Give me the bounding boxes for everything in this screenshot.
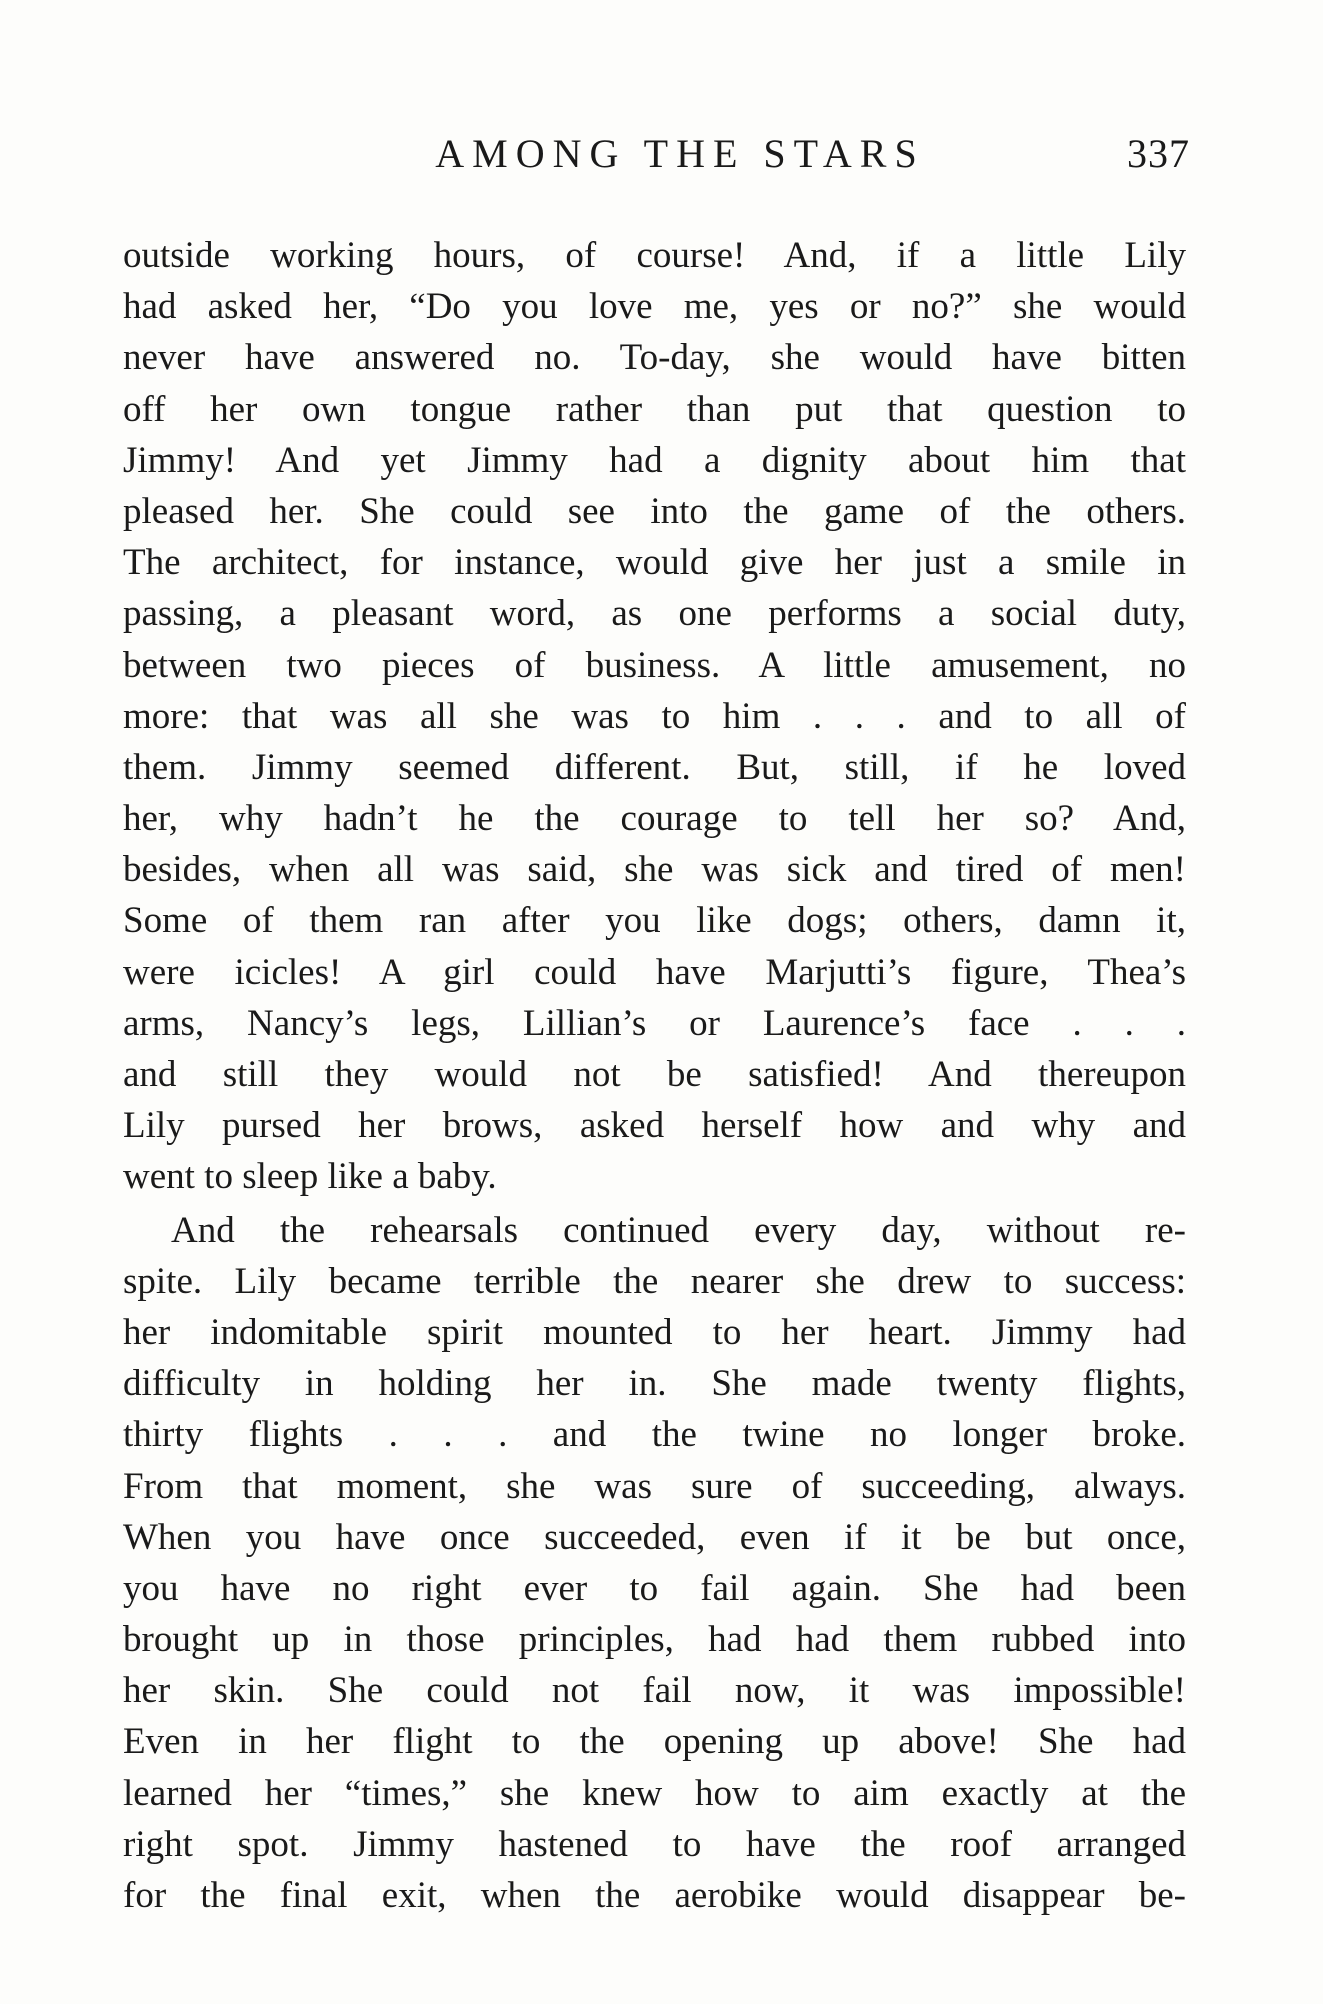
text-line: you have no right ever to fail again. She had been <box>123 1567 1186 1609</box>
text-line: her, why hadn’t he the courage to tell her so? And, <box>123 798 1186 840</box>
text-line: Lily pursed her brows, asked herself how and why and <box>123 1105 1186 1147</box>
text-line: her indomitable spirit mounted to her heart. Jimmy had <box>123 1311 1186 1353</box>
text-line: were icicles! A girl could have Marjutti’s figure, Thea’s <box>123 951 1186 993</box>
text-line: right spot. Jimmy hastened to have the roof arranged <box>123 1823 1186 1865</box>
text-line: for the final exit, when the aerobike would disappear be- <box>123 1875 1186 1916</box>
page-header <box>130 130 1190 190</box>
text-line: went to sleep like a baby. <box>123 1156 497 1198</box>
text-line: pleased her. She could see into the game of the others. <box>123 490 1186 532</box>
text-line: brought up in those principles, had had them rubbed into <box>123 1619 1186 1661</box>
text-line: passing, a pleasant word, as one performs a social duty, <box>123 593 1186 635</box>
text-line: And the rehearsals continued every day, without re- <box>171 1209 1186 1251</box>
text-line: besides, when all was said, she was sick and tired of men! <box>123 849 1186 891</box>
text-line: spite. Lily became terrible the nearer she drew to success: <box>123 1260 1186 1302</box>
text-line: From that moment, she was sure of succeeding, always. <box>123 1465 1186 1507</box>
text-line: learned her “times,” she knew how to aim exactly at the <box>123 1772 1186 1814</box>
text-line: difficulty in holding her in. She made twenty flights, <box>123 1363 1186 1405</box>
text-line: never have answered no. To-day, she would have bitten <box>123 337 1186 379</box>
text-line: When you have once succeeded, even if it be but once, <box>123 1516 1186 1558</box>
text-line: had asked her, “Do you love me, yes or no?” she would <box>123 286 1186 328</box>
text-line: more: that was all she was to him . . . and to all of <box>123 695 1186 737</box>
text-line: between two pieces of business. A little amusement, no <box>123 644 1186 686</box>
running-title: AMONG THE STARS <box>435 131 925 176</box>
text-line: arms, Nancy’s legs, Lillian’s or Laurence’s face . . . <box>123 1002 1186 1044</box>
text-line: Even in her flight to the opening up above! She had <box>123 1721 1186 1763</box>
text-line: them. Jimmy seemed different. But, still, if he loved <box>123 746 1186 788</box>
text-line: and still they would not be satisfied! And thereupon <box>123 1054 1186 1095</box>
body-text <box>123 230 1186 1921</box>
text-line: outside working hours, of course! And, if a little Lily <box>123 235 1186 276</box>
text-line: off her own tongue rather than put that question to <box>123 388 1186 430</box>
page-number: 337 <box>1127 131 1190 176</box>
text-line: thirty flights . . . and the twine no longer broke. <box>123 1414 1186 1456</box>
text-line: Jimmy! And yet Jimmy had a dignity about him that <box>123 439 1186 481</box>
text-line: her skin. She could not fail now, it was impossible! <box>123 1670 1186 1712</box>
paragraph <box>123 230 1186 1203</box>
text-line: The architect, for instance, would give her just a smile in <box>123 542 1186 584</box>
text-line: Some of them ran after you like dogs; others, damn it, <box>123 900 1186 942</box>
paragraph <box>123 1205 1186 1922</box>
